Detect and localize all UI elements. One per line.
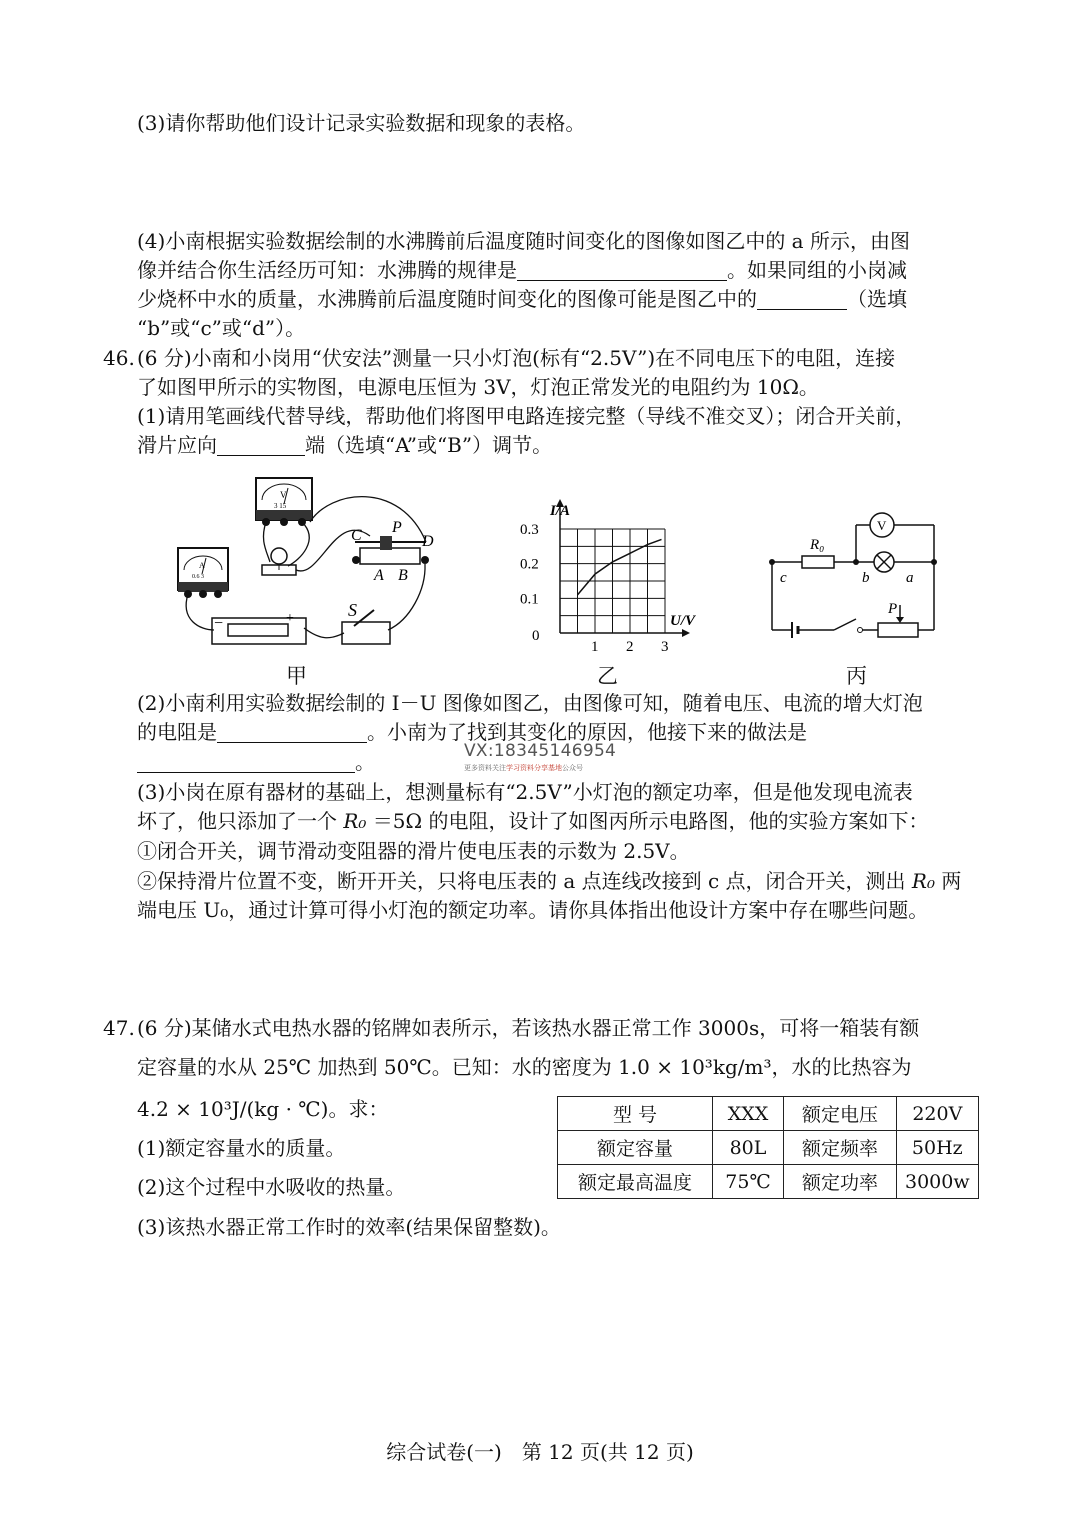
table-cell: 额定最高温度 [558,1165,713,1199]
r0-symbol: R₀ [911,869,935,893]
table-cell: 3000w [897,1165,979,1199]
meter-label: A [199,561,205,570]
page-footer: 综合试卷(一) 第 12 页(共 12 页) [386,1440,694,1464]
text: 。小南为了找到其变化的原因，他接下来的做法是 [367,720,807,744]
terminal-label: D [422,533,434,550]
table-row [558,1165,979,1199]
text: ②保持滑片位置不变，断开开关，只将电压表的 a 点连线改接到 c 点，闭合开关，测出 [137,869,906,893]
q47-part2: (2)这个过程中水吸收的热量。 [137,1175,406,1199]
switch-icon [342,600,390,644]
q46-part3-step2 [137,866,961,896]
voltmeter-label: V [877,518,887,533]
q47-line3: 4.2 × 10³J/(kg · ℃)。求： [137,1097,389,1121]
table-cell: 额定功率 [784,1165,897,1199]
switch-label: S [348,600,357,620]
table-cell: 型 号 [558,1097,713,1131]
y-tick-label: 0.3 [520,522,539,538]
text: 。 [355,750,375,774]
q46-part2-line1: (2)小南利用实验数据绘制的 I－U 图像如图乙，由图像可知，随着电压、电流的增大灯泡 [137,691,923,715]
q46-line2: 了如图甲所示的实物图，电源电压恒为 3V，灯泡正常发光的电阻约为 10Ω。 [137,375,819,399]
x-tick-label: 1 [591,639,599,655]
voltmeter-icon [256,478,312,526]
rheostat [878,623,918,637]
q46-part3-line5: 端电压 U₀，通过计算可得小灯泡的额定功率。请你具体指出他设计方案中存在哪些问题。 [137,898,929,922]
meter-label: V [280,490,287,500]
nameplate-table [557,1096,979,1199]
y-tick-label: 0.1 [520,591,539,608]
text: 。如果同组的小岗减 [727,258,907,282]
ammeter-icon [178,548,228,598]
watermark-sub: 更多资料关注学习资料分享基地公众号 [464,764,583,772]
q45-part4-line2 [137,255,907,285]
text: 滑片应向 [137,433,217,457]
origin-label: 0 [532,628,540,644]
q46-line1: (6 分)小南和小岗用“伏安法”测量一只小灯泡(标有“2.5V”)在不同电压下的电阻，连接 [137,346,896,370]
answer-blank[interactable] [137,752,355,773]
q46-part2-line3 [137,747,375,777]
polarity-label: − [214,615,224,632]
x-tick-label: 2 [626,639,634,655]
node-label: b [862,570,870,586]
q47-part1: (1)额定容量水的质量。 [137,1136,346,1160]
answer-blank[interactable] [517,260,727,281]
table-row [558,1131,979,1165]
watermark-vx: VX:18345146954 [464,741,617,761]
table-cell: 220V [897,1097,979,1131]
text: （选填 [847,287,907,311]
q47-line2: 定容量的水从 25℃ 加热到 50℃。已知：水的密度为 1.0 × 10³kg/m³，水的比热容为 [137,1055,912,1079]
q46-part1-line2 [137,430,552,460]
x-axis-arrow [682,629,690,637]
text: ＝5Ω 的电阻，设计了如图丙所示电路图，他的实验方案如下： [372,809,929,833]
watermark [464,741,616,781]
y-axis-label: I/A [550,503,571,519]
circuit-jia-figure [170,470,460,655]
terminal-label: A [374,567,384,584]
q47-part3: (3)该热水器正常工作时的效率(结果保留整数)。 [137,1215,561,1239]
figure-label-jia: 甲 [286,664,307,688]
polarity-label: + [286,611,294,626]
text: 两 [941,869,962,893]
table-row [558,1097,979,1131]
text: 的电阻是 [137,720,217,744]
table-cell: 80L [713,1131,784,1165]
x-tick-label: 3 [661,639,669,655]
node-label: c [780,570,787,586]
iu-curve [578,539,662,595]
table-cell: 额定电压 [784,1097,897,1131]
terminal-label: B [398,567,408,584]
q46-part1-line1: (1)请用笔画线代替导线，帮助他们将图甲电路连接完整（导线不准交叉）；闭合开关前， [137,404,916,428]
circuit-bing-figure [760,505,950,655]
q47-number: 47. [103,1016,135,1040]
slider-label: P [888,601,898,617]
chart-ticks [520,522,669,655]
answer-blank[interactable] [217,722,367,743]
q46-part3-line1: (3)小岗在原有器材的基础上，想测量标有“2.5V”小灯泡的额定功率，但是他发现电流表 [137,780,913,804]
q45-part3: (3)请你帮助他们设计记录实验数据和现象的表格。 [137,111,586,135]
resistor-r0 [802,556,834,568]
answer-blank[interactable] [757,289,847,310]
table-cell: 75℃ [713,1165,784,1199]
figure-label-bing: 丙 [846,664,867,688]
meter-range: 3 15 [274,502,287,510]
answer-blank[interactable] [217,435,305,456]
q45-part4-line3 [137,284,907,314]
q46-part3-line2 [137,806,928,836]
figure-label-yi: 乙 [597,664,618,688]
iu-chart [510,495,710,655]
rheostat-icon [351,519,434,584]
table-cell: 50Hz [897,1131,979,1165]
table-cell: XXX [713,1097,784,1131]
x-axis-label: U/V [670,613,696,629]
node-label: a [906,570,914,586]
r0-label: R₀ [810,537,825,553]
q46-part3-step1: ①闭合开关，调节滑动变阻器的滑片使电压表的示数为 2.5V。 [137,839,690,863]
table-cell: 额定频率 [784,1131,897,1165]
q45-part4-line4: “b”或“c”或“d”）。 [137,316,306,340]
battery-icon [212,611,306,644]
text: 端（选填“A”或“B”）调节。 [305,433,553,457]
switch-lever [834,619,856,630]
terminal-label: C [351,527,362,544]
meter-range: 0.6 3 [192,574,204,580]
table-cell: 额定容量 [558,1131,713,1165]
terminal-label: P [392,519,402,536]
text: 少烧杯中水的质量，水沸腾前后温度随时间变化的图像可能是图乙中的 [137,287,757,311]
q46-number: 46. [103,346,135,370]
text: 像并结合你生活经历可知：水沸腾的规律是 [137,258,517,282]
q45-part4-line1: (4)小南根据实验数据绘制的水沸腾前后温度随时间变化的图像如图乙中的 a 所示，由图 [137,229,910,253]
y-tick-label: 0.2 [520,556,539,573]
q47-line1: (6 分)某储水式电热水器的铭牌如表所示，若该热水器正常工作 3000s，可将一箱装有额 [137,1016,920,1040]
r0-symbol: R₀ [343,809,367,833]
text: 坏了，他只添加了一个 [137,809,337,833]
